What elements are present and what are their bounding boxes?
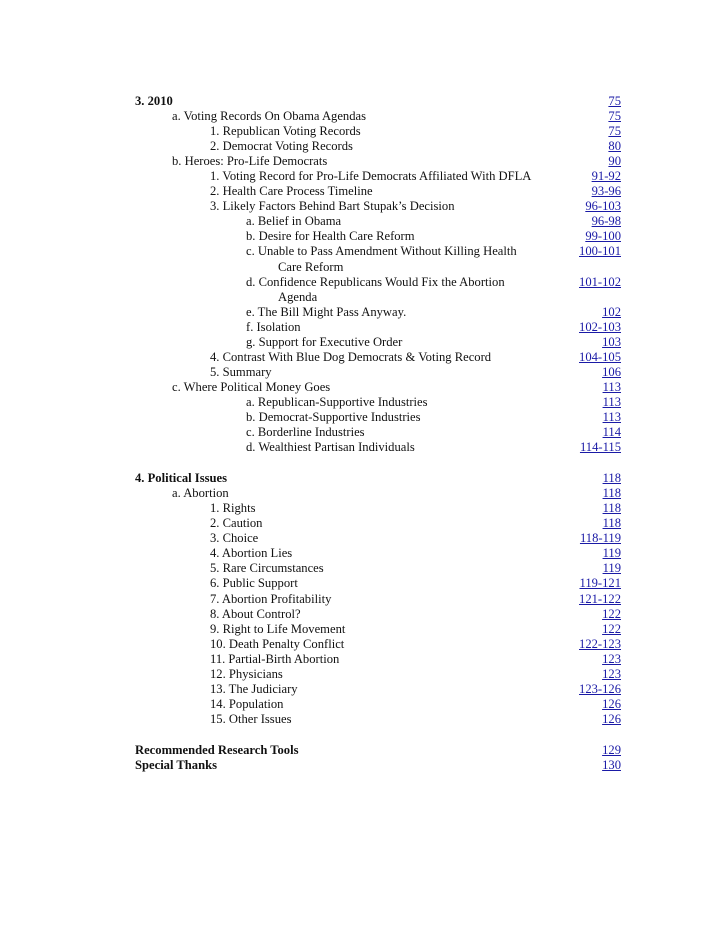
table-of-contents [0,94,728,773]
toc-entry [0,184,728,199]
toc-page-link[interactable]: 126 [602,696,621,711]
toc-entry [0,139,728,154]
toc-entry-label: 8. About Control? [210,606,301,621]
toc-entry-label: Agenda [278,289,318,304]
toc-page-link[interactable]: 118 [602,501,621,516]
toc-entry-label: a. Voting Records On Obama Agendas [172,109,367,124]
toc-entry [0,94,728,109]
toc-entry-label: 5. Summary [210,364,272,379]
toc-page-link[interactable]: 119-121 [579,576,621,591]
toc-entry-label: g. Support for Executive Order [246,334,403,349]
toc-entry [0,486,728,501]
toc-entry [0,395,728,410]
toc-page-link[interactable]: 80 [608,139,621,154]
toc-entry [0,531,728,546]
toc-entry-label: 13. The Judiciary [210,681,298,696]
toc-page-link[interactable]: 102 [602,304,621,319]
toc-entry-label: Care Reform [278,259,344,274]
toc-entry-label: c. Unable to Pass Amendment Without Killing Health [246,244,517,259]
toc-entry-label: 1. Rights [210,501,256,516]
toc-entry-label: a. Abortion [172,486,229,501]
toc-entry [0,712,728,727]
toc-entry-label: b. Desire for Health Care Reform [246,229,415,244]
toc-entry-label: d. Wealthiest Partisan Individuals [246,440,415,455]
toc-entry-label: 2. Caution [210,516,263,531]
toc-page-link[interactable]: 93-96 [591,184,621,199]
toc-entry [0,124,728,139]
toc-entry-label: 1. Republican Voting Records [210,124,361,139]
toc-entry-label: 14. Population [210,696,284,711]
toc-entry [0,350,728,365]
toc-entry [0,229,728,244]
toc-page-link[interactable]: 118 [602,516,621,531]
toc-entry [0,275,728,290]
toc-page-link[interactable]: 123-126 [579,681,621,696]
toc-entry [0,501,728,516]
toc-entry [0,410,728,425]
toc-entry-label: 4. Contrast With Blue Dog Democrats & Voting Record [210,349,492,364]
toc-entry-label: 2. Democrat Voting Records [210,139,353,154]
toc-entry-label: 9. Right to Life Movement [210,621,346,636]
toc-page-link[interactable]: 123 [602,651,621,666]
toc-page-link[interactable]: 130 [602,757,621,772]
toc-entry [0,561,728,576]
toc-page-link[interactable]: 123 [602,666,621,681]
toc-entry-label: 15. Other Issues [210,711,292,726]
toc-entry-label: Special Thanks [135,757,218,772]
toc-entry-label: 4. Political Issues [135,471,228,486]
toc-entry-label: c. Borderline Industries [246,425,365,440]
toc-page-link[interactable]: 118 [602,486,621,501]
toc-entry [0,637,728,652]
toc-entry-label: 7. Abortion Profitability [210,591,332,606]
toc-entry [0,335,728,350]
toc-page-link[interactable]: 119 [602,561,621,576]
toc-page-link[interactable]: 103 [602,334,621,349]
toc-entry [0,652,728,667]
toc-page-link[interactable]: 118-119 [579,531,621,546]
toc-page-link[interactable]: 113 [602,394,621,409]
toc-entry [0,305,728,320]
toc-entry-label: 2. Health Care Process Timeline [210,184,373,199]
toc-entry [0,682,728,697]
toc-page-link[interactable]: 75 [608,109,621,124]
toc-entry-label: c. Where Political Money Goes [172,379,331,394]
toc-entry-label: 5. Rare Circumstances [210,561,324,576]
toc-page-link[interactable]: 113 [602,409,621,424]
toc-page-link[interactable]: 122 [602,606,621,621]
toc-entry-label: 3. 2010 [135,94,173,108]
toc-entry [0,607,728,622]
toc-entry-label: 11. Partial-Birth Abortion [210,651,340,666]
toc-page-link[interactable]: 75 [608,94,621,108]
toc-entry [0,743,728,758]
toc-entry [0,576,728,591]
toc-page-link[interactable]: 75 [608,124,621,139]
toc-entry-label: 1. Voting Record for Pro-Life Democrats Affiliated With DFLA [210,169,532,184]
toc-entry [0,214,728,229]
toc-page-link[interactable]: 114-115 [579,440,621,455]
toc-entry [0,244,728,259]
toc-entry-label: b. Democrat-Supportive Industries [246,409,421,424]
toc-page-link[interactable]: 102-103 [579,319,621,334]
toc-entry-label: b. Heroes: Pro-Life Democrats [172,154,328,169]
toc-entry-label: 10. Death Penalty Conflict [210,636,345,651]
toc-page-link[interactable]: 106 [602,364,621,379]
toc-page-link[interactable]: 129 [602,742,621,757]
toc-entry-label: 3. Choice [210,531,259,546]
toc-page-link[interactable]: 119 [602,546,621,561]
toc-page-link[interactable]: 104-105 [579,349,621,364]
toc-entry-label: e. The Bill Might Pass Anyway. [246,304,407,319]
toc-entry [0,592,728,607]
toc-page-link[interactable]: 122-123 [579,636,621,651]
toc-page-link[interactable]: 114 [602,425,621,440]
toc-entry-label: d. Confidence Republicans Would Fix the Abortion [246,274,505,289]
toc-entry-label: f. Isolation [246,319,301,334]
toc-page-link[interactable]: 101-102 [579,274,621,289]
toc-entry [0,365,728,380]
toc-entry [0,546,728,561]
toc-entry [0,199,728,214]
toc-entry-label: 3. Likely Factors Behind Bart Stupak’s Decision [210,199,455,214]
toc-page-link[interactable]: 121-122 [579,591,621,606]
toc-entry-continuation [0,260,728,275]
toc-entry [0,516,728,531]
toc-entry-label: a. Belief in Obama [246,214,342,229]
toc-entry-label: 4. Abortion Lies [210,546,293,561]
toc-page-link[interactable]: 91-92 [591,169,621,184]
toc-page-link[interactable]: 113 [602,379,621,394]
toc-entry [0,109,728,124]
toc-entry [0,320,728,335]
toc-entry [0,622,728,637]
toc-page-link[interactable]: 96-98 [591,214,621,229]
toc-page-link[interactable]: 118 [602,471,621,486]
toc-entry-label: Recommended Research Tools [135,742,299,757]
toc-page-link[interactable]: 126 [602,711,621,726]
toc-page-link[interactable]: 96-103 [585,199,621,214]
toc-entry [0,758,728,773]
toc-entry [0,440,728,455]
toc-entry [0,380,728,395]
toc-entry-continuation [0,290,728,305]
toc-entry [0,697,728,712]
toc-page-link[interactable]: 90 [608,154,621,169]
toc-entry [0,425,728,440]
toc-entry [0,667,728,682]
toc-entry-label: a. Republican-Supportive Industries [246,394,428,409]
toc-entry [0,169,728,184]
toc-page-link[interactable]: 122 [602,621,621,636]
toc-page-link[interactable]: 99-100 [585,229,621,244]
toc-entry-label: 12. Physicians [210,666,283,681]
toc-entry [0,471,728,486]
toc-entry [0,154,728,169]
toc-page-link[interactable]: 100-101 [579,244,621,259]
toc-entry-label: 6. Public Support [210,576,298,591]
